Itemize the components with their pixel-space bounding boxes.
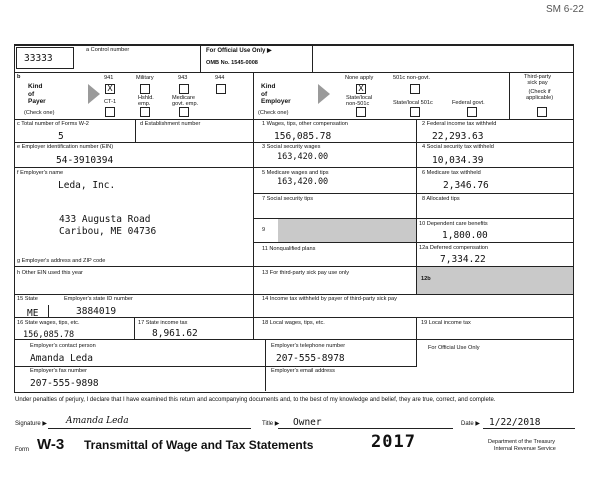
form-name: W-3 [37, 436, 65, 453]
box-17-value[interactable]: 8,961.62 [152, 328, 198, 339]
treasury-line2: Internal Revenue Service [494, 446, 556, 452]
form-word: Form [15, 447, 29, 453]
fax-label: Employer's fax number [30, 368, 88, 374]
third-party-check-if: (Check if applicable) [526, 89, 554, 101]
box-10-label: 10 Dependent care benefits [419, 221, 488, 227]
control-number-value: 33333 [24, 53, 53, 64]
contact-person-label: Employer's contact person [30, 343, 96, 349]
box-7-label: 7 Social security tips [262, 196, 313, 202]
box-6-label: 6 Medicare tax withheld [422, 170, 481, 176]
payer-label-medicare-govt: Medicare govt. emp. [172, 95, 199, 107]
box-5-label: 5 Medicare wages and tips [262, 170, 329, 176]
box-1-value[interactable]: 156,085.78 [274, 131, 332, 142]
employer-label-501c: 501c non-govt. [393, 75, 431, 81]
kind-of-payer-label: Kind of Payer [28, 83, 46, 105]
box-3-label: 3 Social security wages [262, 144, 321, 150]
contact-person-value[interactable]: Amanda Leda [30, 353, 93, 364]
control-number-label: a Control number [86, 47, 130, 53]
date-value[interactable]: 1/22/2018 [489, 417, 541, 428]
box-8-label: 8 Allocated tips [422, 196, 460, 202]
employer-label-state-local-non501c: State/local non-501c [346, 95, 373, 107]
box-10-value[interactable]: 1,800.00 [442, 230, 488, 241]
box-2-label: 2 Federal income tax withheld [422, 121, 497, 127]
employer-checkbox-state-local-non501c[interactable] [356, 107, 366, 117]
employer-arrow-icon [318, 84, 330, 104]
box-c-label: c Total number of Forms W-2 [17, 121, 89, 127]
kind-of-employer-label: Kind of Employer [261, 83, 291, 105]
box-15-state-id-value[interactable]: 3884019 [76, 306, 117, 317]
payer-checkbox-medicare-govt[interactable] [179, 107, 189, 117]
employer-address-line2[interactable]: Caribou, ME 04736 [59, 226, 157, 237]
employer-address-line1[interactable]: 433 Augusta Road [59, 214, 151, 225]
box-1-label: 1 Wages, tips, other compensation [262, 121, 348, 127]
payer-arrow-icon [88, 84, 100, 104]
telephone-value[interactable]: 207-555-8978 [276, 353, 345, 364]
box-f-label: f Employer's name [17, 170, 64, 176]
box-12a-value[interactable]: 7,334.22 [440, 254, 486, 265]
box-f-value[interactable]: Leda, Inc. [58, 180, 116, 191]
box-14-label: 14 Income tax withheld by payer of third-party sick pay [262, 296, 397, 302]
box-c-value[interactable]: 5 [58, 131, 64, 142]
payer-check-one: (Check one) [24, 110, 55, 116]
box-6-value[interactable]: 2,346.76 [443, 180, 489, 191]
employer-label-none-apply: None apply [345, 75, 374, 81]
date-label: Date ▶ [461, 421, 480, 427]
box-18-label: 18 Local wages, tips, etc. [262, 320, 325, 326]
signature-label: Signature ▶ [15, 421, 47, 427]
third-party-sick-pay-checkbox[interactable] [537, 107, 547, 117]
box-12b-shade [417, 267, 573, 294]
official-use-label: For Official Use Only ▶ [206, 48, 272, 54]
box-12b-label: 12b [421, 276, 431, 282]
payer-checkbox-ct1[interactable] [105, 107, 115, 117]
box-11-label: 11 Nonqualified plans [262, 246, 316, 252]
official-use-label-2: For Official Use Only [428, 345, 480, 351]
box-15-label: 15 State [17, 296, 38, 302]
title-value[interactable]: Owner [293, 417, 322, 428]
box-12a-label: 12a Deferred compensation [419, 245, 489, 251]
employer-label-federal-govt: Federal govt. [452, 100, 485, 106]
perjury-statement: Under penalties of perjury, I declare that I have examined this return and accompanying documents and, to the best of my knowledge and belief, they are true, correct, and complete. [15, 397, 496, 403]
payer-code-943: 943 [178, 75, 188, 81]
box-e-label: e Employer identification number (EIN) [17, 144, 114, 150]
box-d-label: d Establishment number [140, 121, 201, 127]
payer-label-ct1: CT-1 [104, 99, 117, 105]
box-2-value[interactable]: 22,293.63 [432, 131, 484, 142]
box-9-label: 9 [262, 227, 266, 233]
corner-code: SM 6-22 [546, 4, 584, 15]
third-party-sick-pay-label: Third-party sick pay [524, 74, 552, 86]
form-title: Transmittal of Wage and Tax Statements [84, 438, 314, 452]
box-13-label: 13 For third-party sick pay use only [262, 270, 350, 276]
employer-checkbox-federal-govt[interactable] [467, 107, 477, 117]
box-16-label: 16 State wages, tips, etc. [17, 320, 80, 326]
payer-checkbox-944[interactable] [216, 84, 226, 94]
payer-checkbox-943[interactable] [179, 84, 189, 94]
fax-value[interactable]: 207-555-9898 [30, 378, 99, 389]
payer-code-military: Military [136, 75, 154, 81]
box-17-label: 17 State income tax [138, 320, 188, 326]
payer-checkbox-military[interactable] [140, 84, 150, 94]
box-16-value[interactable]: 156,085.78 [23, 330, 75, 340]
box-b-letter: b [17, 74, 21, 80]
employer-label-state-local-501c: State/local 501c [393, 100, 433, 106]
title-label: Title ▶ [262, 421, 280, 427]
box-h-label: h Other EIN used this year [17, 270, 83, 276]
box-15-state-id-label: Employer's state ID number [64, 296, 133, 302]
box-4-value[interactable]: 10,034.39 [432, 155, 484, 166]
box-e-value[interactable]: 54-3910394 [56, 155, 114, 166]
employer-checkbox-501c[interactable] [410, 84, 420, 94]
payer-label-hshld: Hshld. emp. [138, 95, 154, 107]
omb-number: OMB No. 1545-0008 [206, 60, 258, 66]
payer-code-941: 941 [104, 75, 114, 81]
telephone-label: Employer's telephone number [271, 343, 346, 349]
payer-checkbox-hshld[interactable] [140, 107, 150, 117]
treasury-line1: Department of the Treasury [488, 439, 555, 445]
employer-check-one: (Check one) [258, 110, 289, 116]
box-4-label: 4 Social security tax withheld [422, 144, 494, 150]
employer-checkbox-state-local-501c[interactable] [410, 107, 420, 117]
signature-value[interactable]: Amanda Leda [66, 416, 129, 426]
employer-checkbox-none-apply[interactable]: X [356, 84, 366, 94]
payer-code-944: 944 [215, 75, 225, 81]
box-g-label: g Employer's address and ZIP code [17, 258, 106, 264]
email-label: Employer's email address [271, 368, 335, 374]
box-9-shade [278, 219, 416, 242]
payer-checkbox-941[interactable]: X [105, 84, 115, 94]
box-5-value[interactable]: 163,420.00 [277, 177, 329, 187]
box-15-state-value[interactable]: ME [27, 308, 39, 319]
box-19-label: 19 Local income tax [421, 320, 471, 326]
box-3-value[interactable]: 163,420.00 [277, 152, 329, 162]
form-year: 2017 [371, 432, 416, 452]
